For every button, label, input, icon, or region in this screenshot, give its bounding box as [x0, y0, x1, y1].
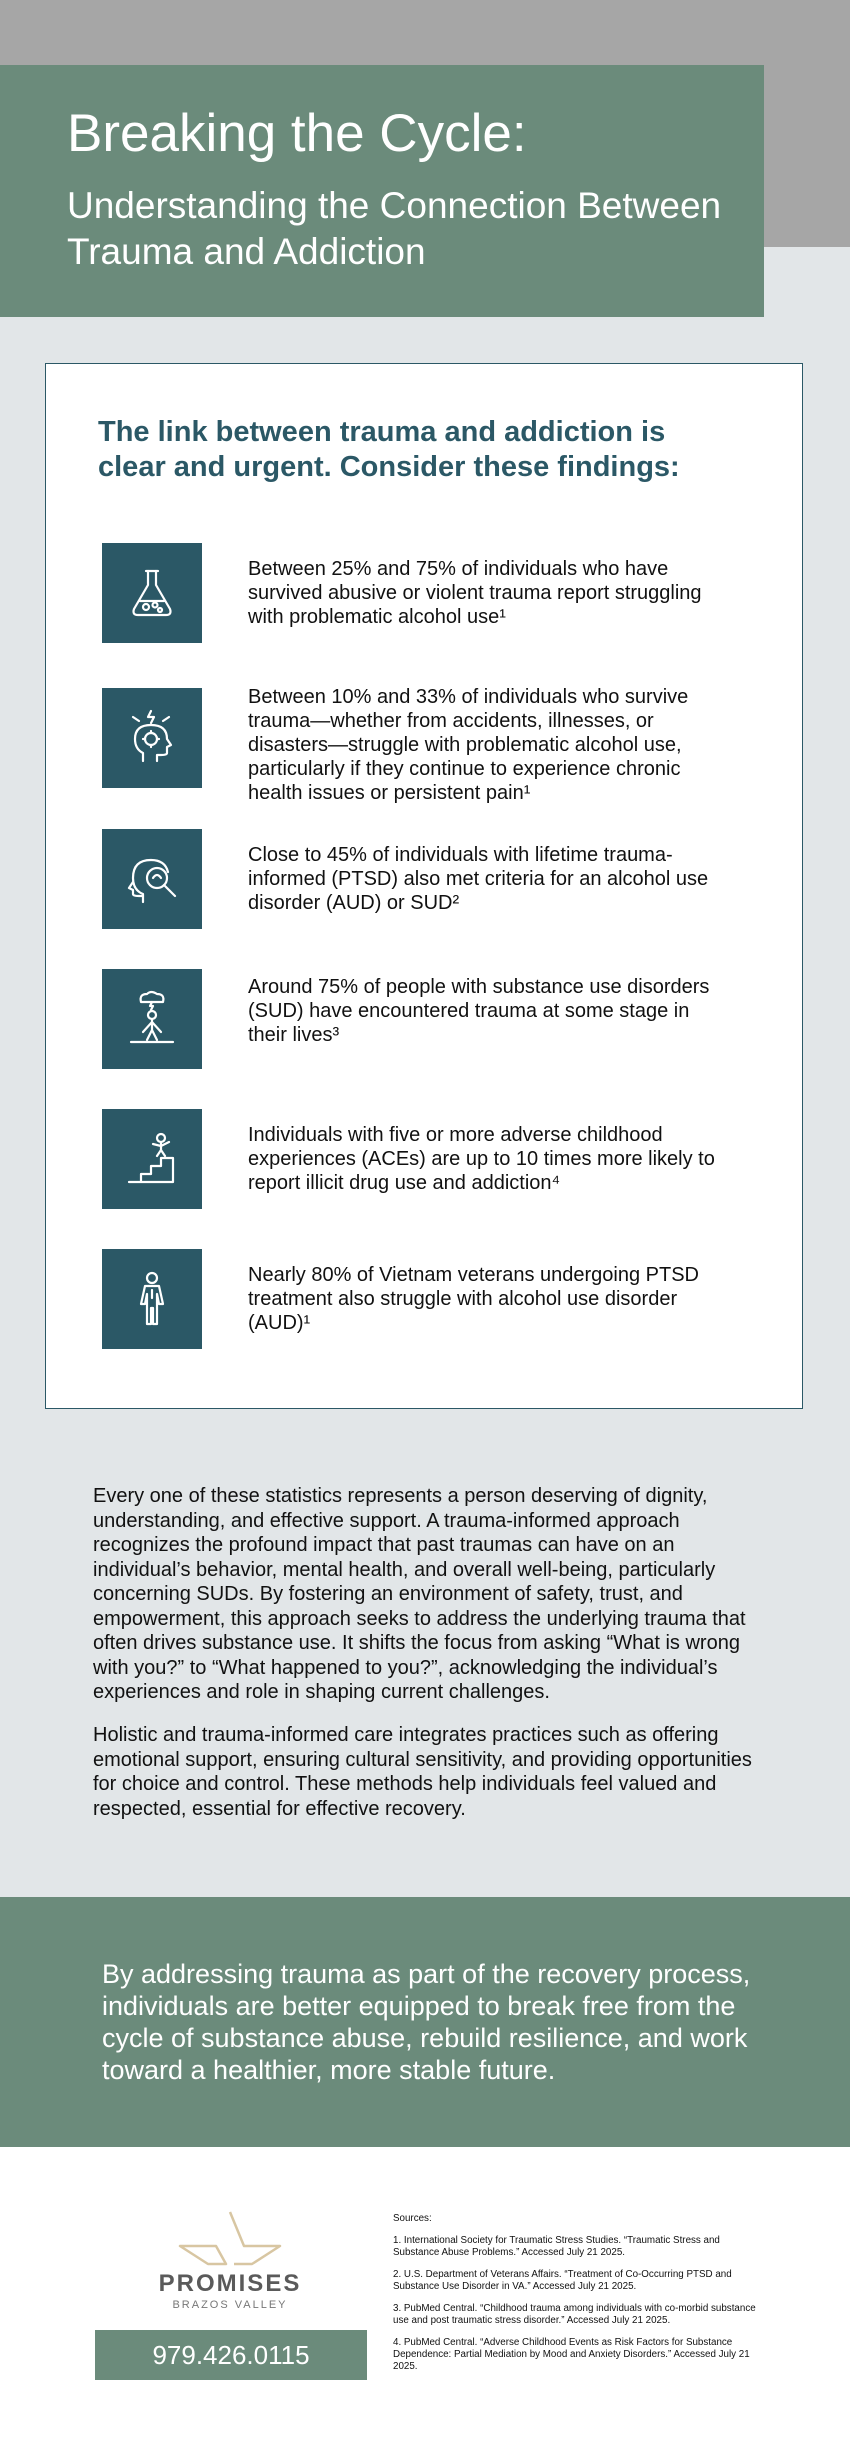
finding-text: Between 25% and 75% of individuals who have survived abusive or violent trauma report struggling with problematic alcohol use¹ — [248, 558, 702, 628]
finding-text: Nearly 80% of Vietnam veterans undergoing PTSD treatment also struggle with alcohol use disorder (AUD)¹ — [248, 1264, 699, 1334]
finding-text: Individuals with five or more adverse childhood experiences (ACEs) are up to 10 times more likely to report illicit drug use and addiction⁴ — [248, 1124, 715, 1194]
finding-text: Around 75% of people with substance use disorders (SUD) have encountered trauma at some stage in their lives³ — [248, 976, 710, 1046]
flask-icon — [102, 543, 202, 643]
head-stress-icon — [102, 688, 202, 788]
phone-text: 979.426.0115 — [152, 2339, 310, 2370]
source-item: 3. PubMed Central. “Childhood trauma among individuals with co-morbid substance use and post traumatic stress disorder.” Accessed July 21 2025. — [393, 2303, 756, 2326]
body-paragraph: Every one of these statistics represents a person deserving of dignity, understanding, and effective support. A trauma-informed approach recognizes the profound impact that past traumas can have on an individual’s behavior, mental health, and overall well-being, particularly concerning SUDs. By fostering an environment of safety, trust, and empowerment, this approach seeks to address the underlying trauma that often drives substance use. It shifts the focus from asking “What is wrong with you?” to “What happened to you?”, acknowledging the individual’s experiences and role in shaping current challenges. — [93, 1485, 746, 1703]
page-title: Breaking the Cycle: — [67, 104, 527, 163]
person-stairs-icon — [102, 1109, 202, 1209]
source-item: 1. International Society for Traumatic Stress Studies. “Traumatic Stress and Substance Abuse Problems.” Accessed July 21 2025. — [393, 2235, 720, 2258]
veteran-icon — [102, 1249, 202, 1349]
sources-label: Sources: — [393, 2213, 432, 2224]
source-item: 4. PubMed Central. “Adverse Childhood Events as Risk Factors for Substance Dependence: Partial Mediation by Mood and Anxiety Disorders.” Accessed July 21 2025. — [393, 2337, 750, 2372]
closing-statement: By addressing trauma as part of the recovery process, individuals are better equipped to break free from the cycle of substance abuse, rebuild resilience, and work toward a healthier, more stable future. — [102, 1959, 751, 2085]
finding-text: Close to 45% of individuals with lifetime trauma-informed (PTSD) also met criteria for an alcohol use disorder (AUD) or SUD² — [248, 844, 709, 914]
findings-card — [45, 363, 803, 1409]
sources-list — [393, 2213, 763, 2383]
finding-text: Between 10% and 33% of individuals who survive trauma—whether from accidents, illnesses, or disasters—struggle with problematic alcohol use, particularly if they continue to experience chronic health issues or persistent pain¹ — [248, 686, 689, 804]
person-storm-icon — [102, 969, 202, 1069]
findings-heading: The link between trauma and addiction is clear and urgent. Consider these findings: — [98, 416, 680, 483]
head-magnifier-icon — [102, 829, 202, 929]
source-item: 2. U.S. Department of Veterans Affairs. “Treatment of Co-Occurring PTSD and Substance Use Disorder in VA.” Accessed July 21 2025. — [393, 2269, 732, 2292]
body-paragraph: Holistic and trauma-informed care integrates practices such as offering emotional support, ensuring cultural sensitivity, and providing opportunities for choice and control. These methods help individuals feel valued and respected, essential for effective recovery. — [93, 1724, 752, 1820]
logo-subtitle: BRAZOS VALLEY — [172, 2299, 288, 2311]
page-subtitle: Understanding the Connection Between Trauma and Addiction — [67, 185, 722, 272]
logo-name: PROMISES — [158, 2270, 302, 2297]
phone-number[interactable] — [95, 2330, 367, 2380]
